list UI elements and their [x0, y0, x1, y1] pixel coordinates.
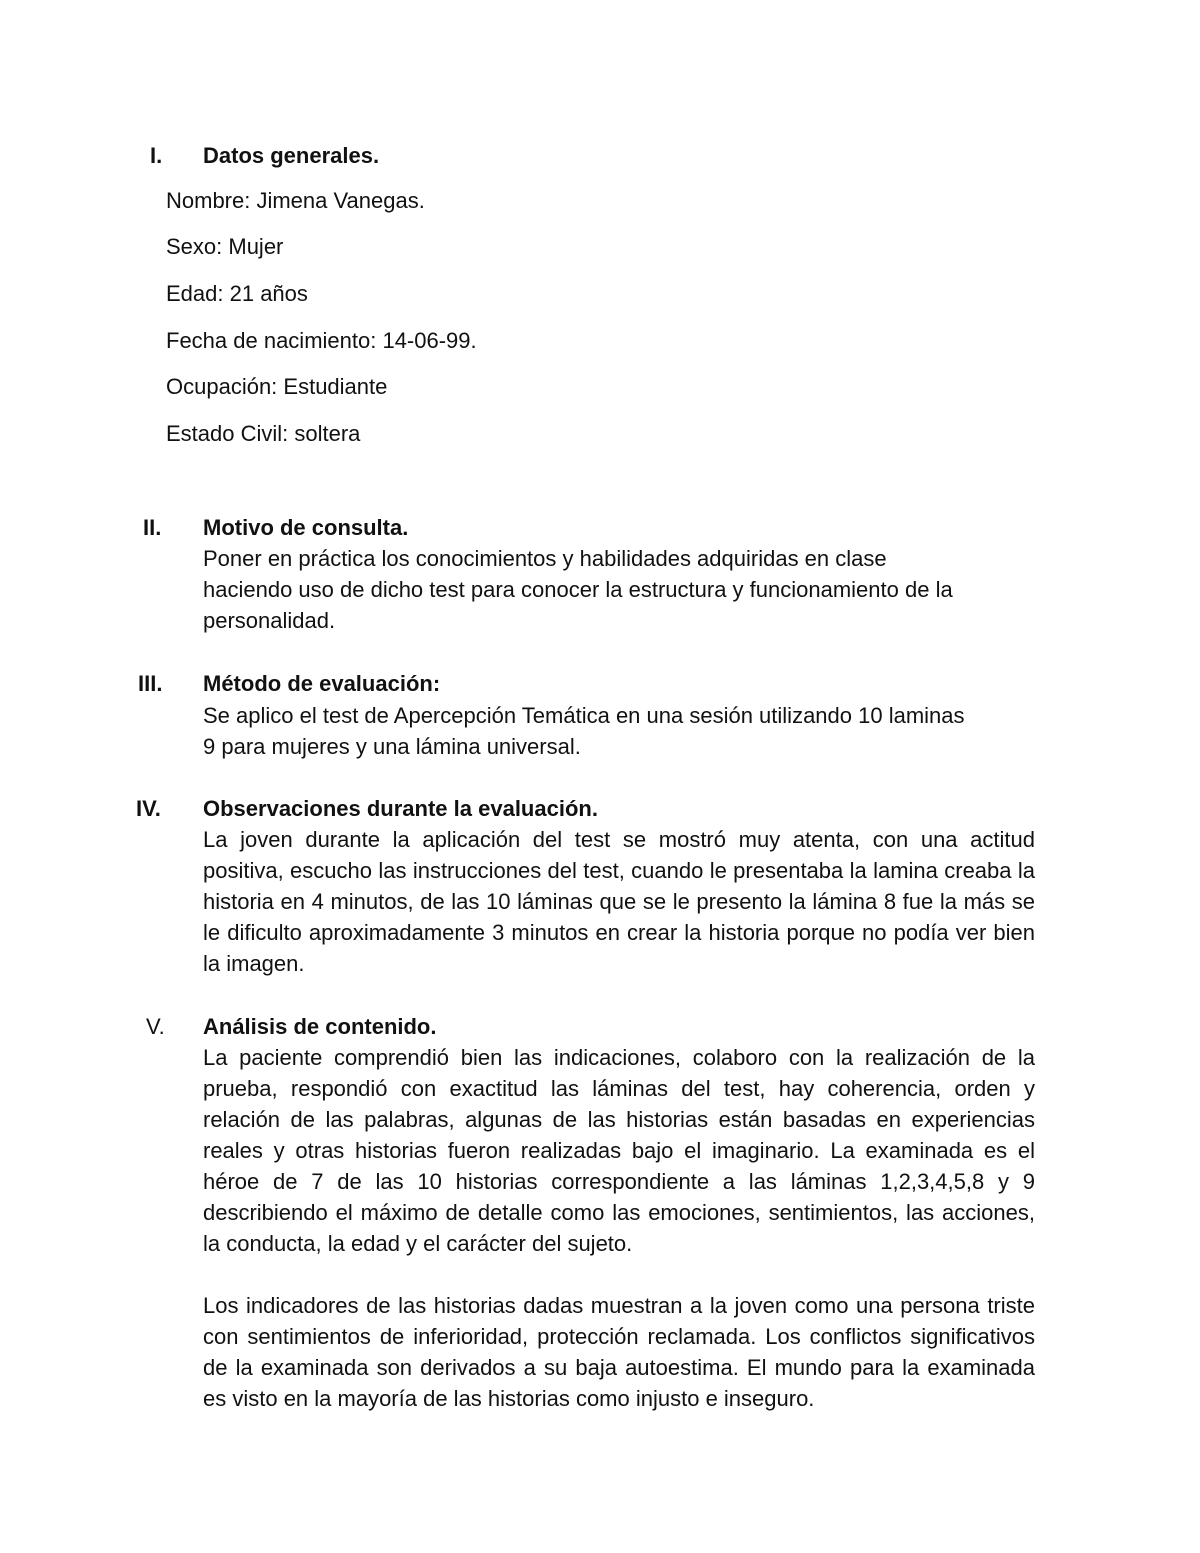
- field-ocupacion: Ocupación: Estudiante: [166, 374, 388, 399]
- section-5-paragraph-1: [203, 1042, 1035, 1259]
- section-2-line-2: haciendo uso de dicho test para conocer la estructura y funcionamiento de la: [203, 577, 953, 602]
- section-2-title: Motivo de consulta.: [203, 515, 409, 540]
- section-5-numeral: V.: [146, 1014, 165, 1039]
- section-2-line-1: Poner en práctica los conocimientos y habilidades adquiridas en clase: [203, 546, 887, 571]
- section-5-paragraph-2-text: Los indicadores de las historias dadas muestran a la joven como una persona triste con sentimientos de inferioridad, protección reclamada. Los conflictos significativos de la examinada son derivados a su baja autoestima. El mundo para la examinada es visto en la mayoría de las historias como injusto e inseguro.: [203, 1293, 1035, 1411]
- section-4-title: Observaciones durante la evaluación.: [203, 796, 598, 821]
- section-4-paragraph-text: La joven durante la aplicación del test se mostró muy atenta, con una actitud positiva, escucho las instrucciones del test, cuando le presentaba la lamina creaba la historia en 4 minutos, de las 10 láminas que se le presento la lámina 8 fue la más se le dificulto aproximadamente 3 minutos en crear la historia porque no podía ver bien la imagen.: [203, 827, 1035, 976]
- section-3-line-2: 9 para mujeres y una lámina universal.: [203, 734, 581, 759]
- section-3-numeral: III.: [138, 671, 163, 696]
- section-5-paragraph-1-text: La paciente comprendió bien las indicaciones, colaboro con la realización de la prueba, respondió con exactitud las láminas del test, hay coherencia, orden y relación de las palabras, algunas de las historias están basadas en experiencias reales y otras historias fueron realizadas bajo el imaginario. La examinada es el héroe de 7 de las 10 historias correspondiente a las láminas 1,2,3,4,5,8 y 9 describiendo el máximo de detalle como las emociones, sentimientos, las acciones, la conducta, la edad y el carácter del sujeto.: [203, 1045, 1035, 1256]
- section-5-paragraph-2: [203, 1290, 1035, 1414]
- field-nombre: Nombre: Jimena Vanegas.: [166, 188, 425, 213]
- section-3-line-1: Se aplico el test de Apercepción Temática en una sesión utilizando 10 laminas: [203, 703, 965, 728]
- field-estado-civil: Estado Civil: soltera: [166, 421, 361, 446]
- section-1-numeral: I.: [150, 143, 163, 168]
- section-1-title: Datos generales.: [203, 143, 380, 168]
- section-2-numeral: II.: [143, 515, 162, 540]
- section-3-title: Método de evaluación:: [203, 671, 441, 696]
- section-5-title: Análisis de contenido.: [203, 1014, 437, 1039]
- section-4-paragraph: [203, 824, 1035, 979]
- field-sexo: Sexo: Mujer: [166, 234, 284, 259]
- field-fecha-nacimiento: Fecha de nacimiento: 14-06-99.: [166, 328, 477, 353]
- section-4-numeral: IV.: [136, 796, 161, 821]
- section-2-line-3: personalidad.: [203, 608, 336, 633]
- field-edad: Edad: 21 años: [166, 281, 308, 306]
